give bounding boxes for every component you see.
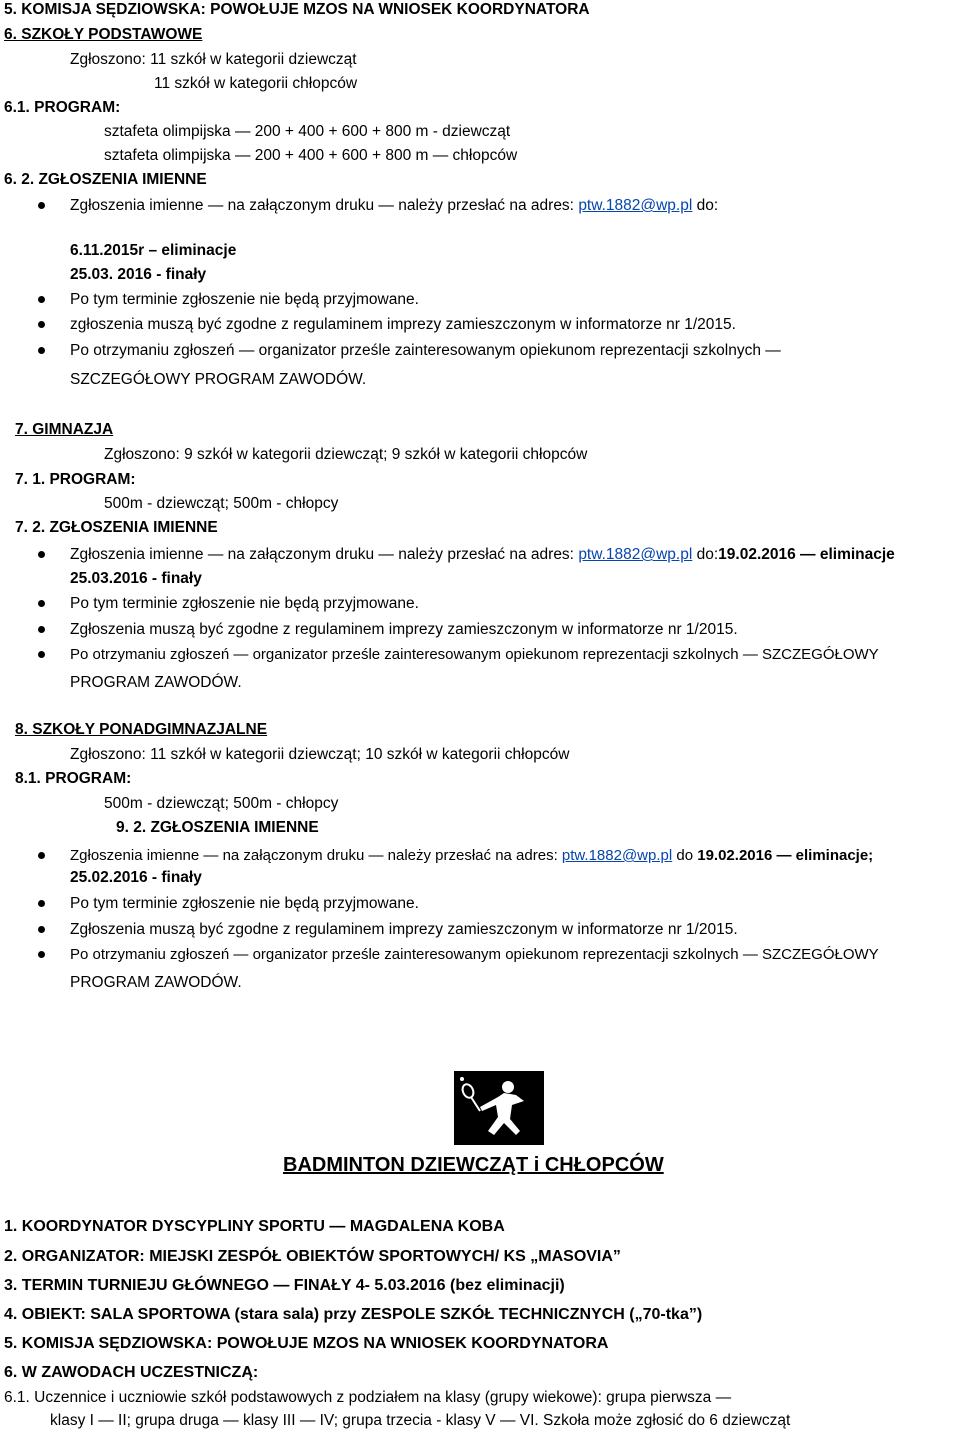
bullet-icon [38, 926, 45, 933]
badminton-player-svg [454, 1071, 544, 1145]
heading-zgloszenia: 7. 2. ZGŁOSZENIA IMIENNE [15, 519, 218, 536]
bullet-icon [38, 600, 45, 607]
program-item: sztafeta olimpijska — 200 + 400 + 600 + 800 m — chłopców [104, 147, 518, 164]
numbered-item: 3. TERMIN TURNIEJU GŁÓWNEGO — FINAŁY 4- 5.03.2016 (bez eliminacji) [4, 1277, 565, 1294]
list-item: zgłoszenia muszą być zgodne z regulaminem imprezy zamieszczonym w informatorze nr 1/2015. [70, 316, 736, 333]
heading-zgloszenia: 9. 2. ZGŁOSZENIA IMIENNE [116, 819, 319, 836]
numbered-item: 4. OBIEKT: SALA SPORTOWA (stara sala) przy ZESPOLE SZKÓŁ TECHNICZNYCH („70-tka”) [4, 1306, 703, 1323]
numbered-item: 6.1. Uczennice i uczniowie szkół podstawowych z podziałem na klasy (grupy wiekowe): grupa pierwsza — [4, 1389, 732, 1406]
numbered-item: 5. KOMISJA SĘDZIOWSKA: POWOŁUJE MZOS NA WNIOSEK KOORDYNATORA [4, 1335, 609, 1352]
bullet-icon [38, 651, 45, 658]
date-line: 25.02.2016 - finały [70, 869, 202, 886]
date-line: 25.03.2016 - finały [70, 570, 202, 587]
bullet-icon [38, 626, 45, 633]
heading-komisja: 5. KOMISJA SĘDZIOWSKA: POWOŁUJE MZOS NA WNIOSEK KOORDYNATORA [4, 1, 590, 18]
list-item: Po tym terminie zgłoszenie nie będą przyjmowane. [70, 895, 419, 912]
numbered-item: 2. ORGANIZATOR: MIEJSKI ZESPÓŁ OBIEKTÓW SPORTOWYCH/ KS „MASOVIA” [4, 1248, 621, 1265]
list-item: Zgłoszenia muszą być zgodne z regulaminem imprezy zamieszczonym w informatorze nr 1/2015. [70, 621, 738, 638]
date-line: 6.11.2015r – eliminacje [70, 242, 237, 259]
zgloszono-line-2: 11 szkół w kategorii chłopców [154, 75, 358, 92]
list-item: Zgłoszenia imienne — na załączonym druku — należy przesłać na adres: ptw.1882@wp.pl do: [70, 197, 719, 214]
list-item: Po tym terminie zgłoszenie nie będą przyjmowane. [70, 291, 419, 308]
date-line: 25.03. 2016 - finały [70, 266, 207, 283]
heading-program: 6.1. PROGRAM: [4, 99, 121, 116]
heading-program: 7. 1. PROGRAM: [15, 471, 136, 488]
zgloszono-line: Zgłoszono: 9 szkół w kategorii dziewcząt; 9 szkół w kategorii chłopców [104, 446, 588, 463]
bullet-icon [38, 951, 45, 958]
email-link[interactable]: ptw.1882@wp.pl [561, 847, 673, 864]
list-item: Zgłoszenia imienne — na załączonym druku — należy przesłać na adres: ptw.1882@wp.pl do:19.02.2016 — eliminacje [70, 546, 895, 563]
heading-szkoly-podstawowe: 6. SZKOŁY PODSTAWOWE [4, 26, 203, 43]
bullet-icon [38, 551, 45, 558]
list-item: Po otrzymaniu zgłoszeń — organizator prześle zainteresowanym opiekunom reprezentacji szkolnych — SZCZEGÓŁOWY [70, 646, 879, 663]
list-item: Po otrzymaniu zgłoszeń — organizator prześle zainteresowanym opiekunom reprezentacji szkolnych — [70, 342, 781, 359]
bullet-icon [38, 852, 45, 859]
zgloszono-line: Zgłoszono: 11 szkół w kategorii dziewcząt; 10 szkół w kategorii chłopców [70, 746, 570, 763]
bullet-icon [38, 900, 45, 907]
heading-ponadgimnazjalne: 8. SZKOŁY PONADGIMNAZJALNE [15, 721, 268, 738]
section-title: BADMINTON DZIEWCZĄT i CHŁOPCÓW [283, 1154, 664, 1176]
numbered-item: 1. KOORDYNATOR DYSCYPLINY SPORTU — MAGDALENA KOBA [4, 1218, 505, 1235]
bullet-icon [38, 347, 45, 354]
heading-zgloszenia: 6. 2. ZGŁOSZENIA IMIENNE [4, 171, 207, 188]
program-item: 500m - dziewcząt; 500m - chłopcy [104, 795, 339, 812]
program-item: sztafeta olimpijska — 200 + 400 + 600 + 800 m - dziewcząt [104, 123, 511, 140]
badminton-player-icon [454, 1071, 544, 1145]
bullet-icon [38, 321, 45, 328]
email-link[interactable]: ptw.1882@wp.pl [578, 197, 693, 214]
heading-gimnazja: 7. GIMNAZJA [15, 421, 114, 438]
numbered-item: 6. W ZAWODACH UCZESTNICZĄ: [4, 1364, 259, 1381]
list-item: Zgłoszenia imienne — na załączonym druku — należy przesłać na adres: ptw.1882@wp.pl do 19.02.2016 — eliminacje; [70, 847, 874, 864]
numbered-item-cont: klasy I — II; grupa druga — klasy III — IV; grupa trzecia - klasy V — VI. Szkoła może zgłosić do 6 dziewcząt [50, 1412, 791, 1429]
list-item: Po tym terminie zgłoszenie nie będą przyjmowane. [70, 595, 419, 612]
list-item-cont: PROGRAM ZAWODÓW. [70, 974, 242, 991]
program-item: 500m - dziewcząt; 500m - chłopcy [104, 495, 339, 512]
zgloszono-line: Zgłoszono: 11 szkół w kategorii dziewcząt [70, 51, 357, 68]
bullet-icon [38, 202, 45, 209]
heading-program: 8.1. PROGRAM: [15, 770, 132, 787]
list-item-cont: PROGRAM ZAWODÓW. [70, 674, 242, 691]
list-item-cont: SZCZEGÓŁOWY PROGRAM ZAWODÓW. [70, 371, 367, 388]
bullet-icon [38, 296, 45, 303]
email-link[interactable]: ptw.1882@wp.pl [578, 546, 693, 563]
list-item: Po otrzymaniu zgłoszeń — organizator prześle zainteresowanym opiekunom reprezentacji szkolnych — SZCZEGÓŁOWY [70, 946, 879, 963]
list-item: Zgłoszenia muszą być zgodne z regulaminem imprezy zamieszczonym w informatorze nr 1/2015. [70, 921, 738, 938]
